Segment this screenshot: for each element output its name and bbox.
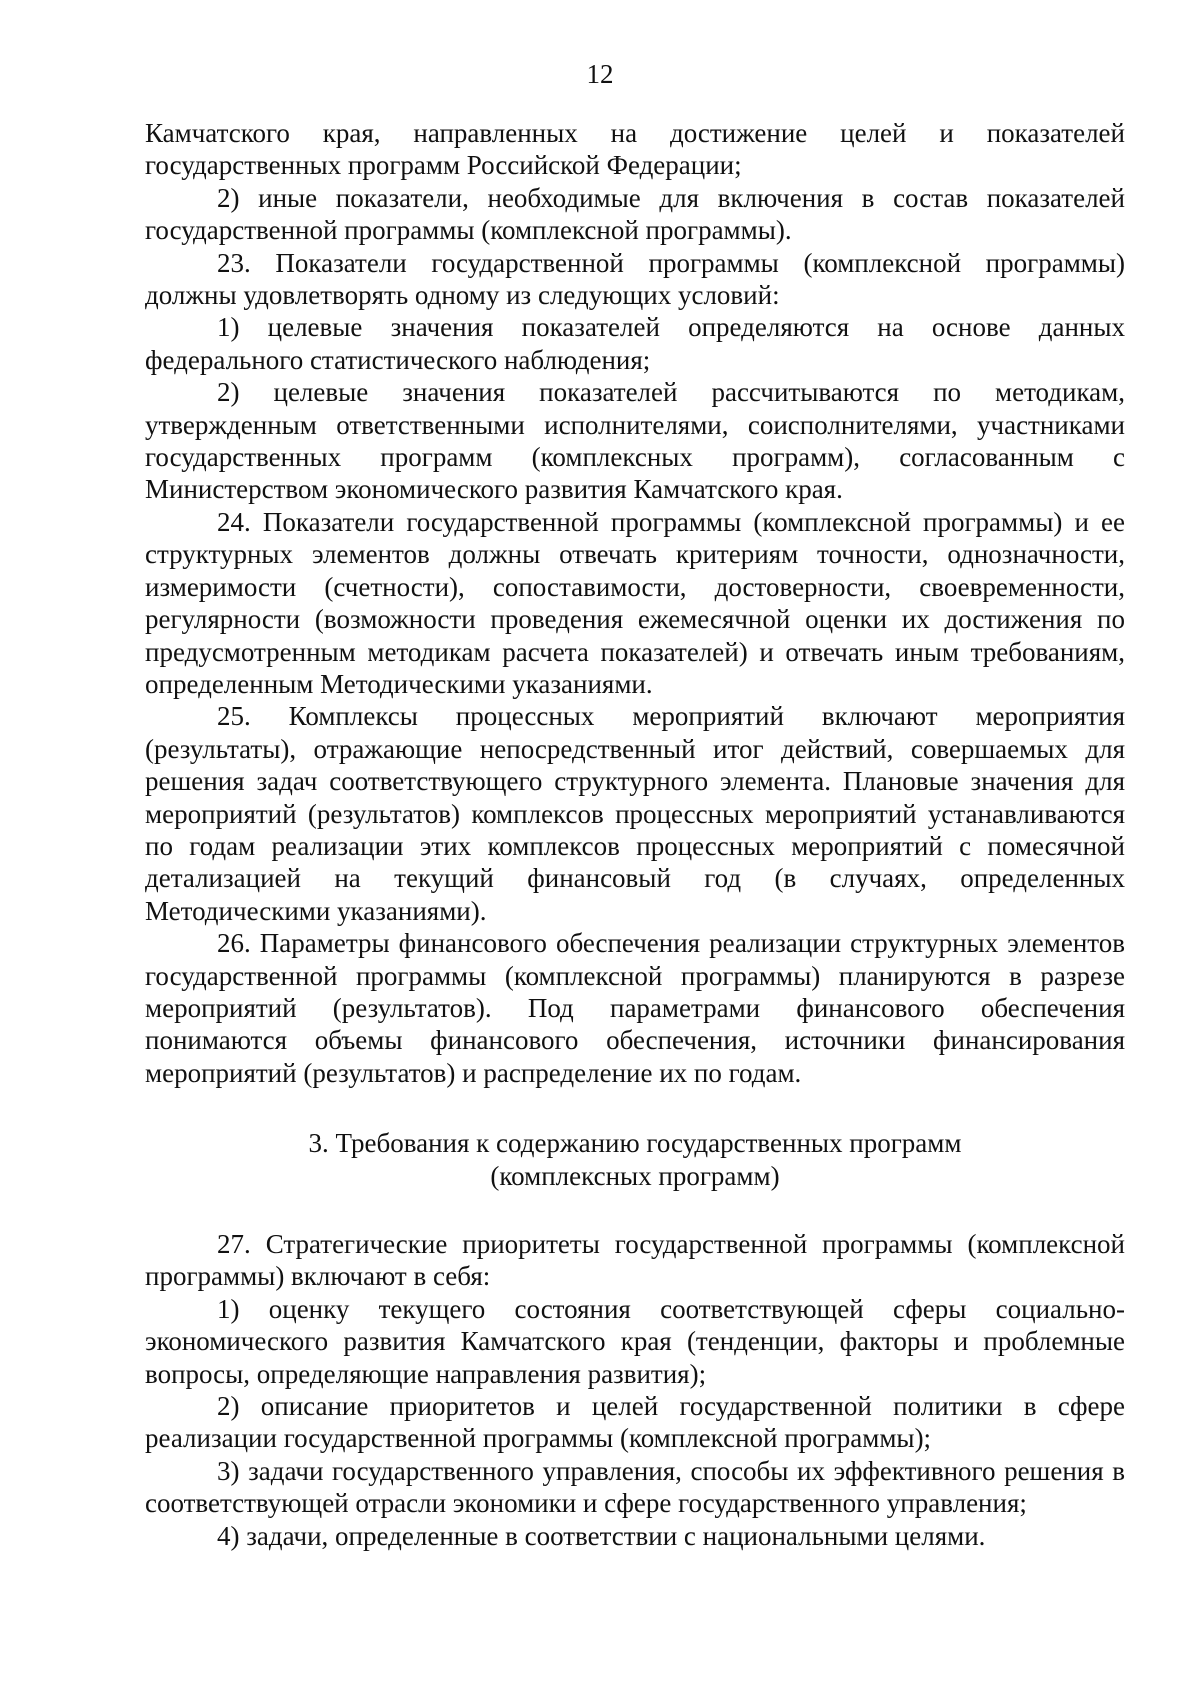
paragraph-27-item-2: 2) описание приоритетов и целей государственной политики в сфере реализации государственной программы (комплексной программы); bbox=[145, 1391, 1125, 1454]
paragraph-item-2-other-indicators: 2) иные показатели, необходимые для включения в состав показателей государственной программы (комплексной программы). bbox=[145, 182, 1125, 246]
paragraph-27-item-3: 3) задачи государственного управления, способы их эффективного решения в соответствующей отрасли экономики и сфере государственного управления; bbox=[145, 1455, 1125, 1519]
paragraph-23: 23. Показатели государственной программы (комплексной программы) должны удовлетворять одному из следующих условий: bbox=[145, 247, 1125, 311]
paragraph-27-item-1: 1) оценку текущего состояния соответствующей сферы социально-экономического развития Камчатского края (тенденции, факторы и проблемные вопросы, определяющие направления развития); bbox=[145, 1293, 1125, 1389]
paragraph-24: 24. Показатели государственной программы (комплексной программы) и ее структурных элементов должны отвечать критериям точности, однозначности, измеримости (счетности), сопоставимости, достоверности, своевременности, регулярности (возможности проведения ежемесячной оценки их достижения по предусмотренным методикам расчета показателей) и отвечать иным требованиям, определенным Методическими указаниями. bbox=[145, 506, 1125, 699]
paragraph-23-item-2: 2) целевые значения показателей рассчитываются по методикам, утвержденным ответственными исполнителями, соисполнителями, участниками государственных программ (комплексных программ), согласованным с Министерством экономического развития Камчатского края. bbox=[145, 377, 1125, 505]
paragraph-25: 25. Комплексы процессных мероприятий включают мероприятия (результаты), отражающие непосредственный итог действий, совершаемых для решения задач соответствующего структурного элемента. Плановые значения для мероприятий (результатов) комплексов процессных мероприятий устанавливаются по годам реализации этих комплексов процессных мероприятий с помесячной детализацией на текущий финансовый год (в случаях, определенных Методическими указаниями). bbox=[145, 701, 1125, 926]
section-heading-line-1: 3. Требования к содержанию государственных программ bbox=[308, 1128, 962, 1159]
section-heading-line-2: (комплексных программ) bbox=[490, 1160, 780, 1191]
document-body bbox=[145, 117, 1125, 1552]
section-heading bbox=[145, 1127, 1125, 1192]
paragraph-26: 26. Параметры финансового обеспечения реализации структурных элементов государственной программы (комплексной программы) планируются в разрезе мероприятий (результатов). Под параметрами финансового обеспечения понимаются объемы финансового обеспечения, источники финансирования мероприятий (результатов) и распределение их по годам. bbox=[145, 928, 1125, 1088]
paragraph-27: 27. Стратегические приоритеты государственной программы (комплексной программы) включают в себя: bbox=[145, 1229, 1125, 1292]
paragraph-27-item-4: 4) задачи, определенные в соответствии с национальными целями. bbox=[217, 1520, 986, 1551]
page-number: 12 bbox=[586, 59, 614, 89]
paragraph-23-item-1: 1) целевые значения показателей определяются на основе данных федерального статистического наблюдения; bbox=[145, 312, 1125, 375]
paragraph-continuation: Камчатского края, направленных на достижение целей и показателей государственных программ Российской Федерации; bbox=[145, 118, 1125, 181]
